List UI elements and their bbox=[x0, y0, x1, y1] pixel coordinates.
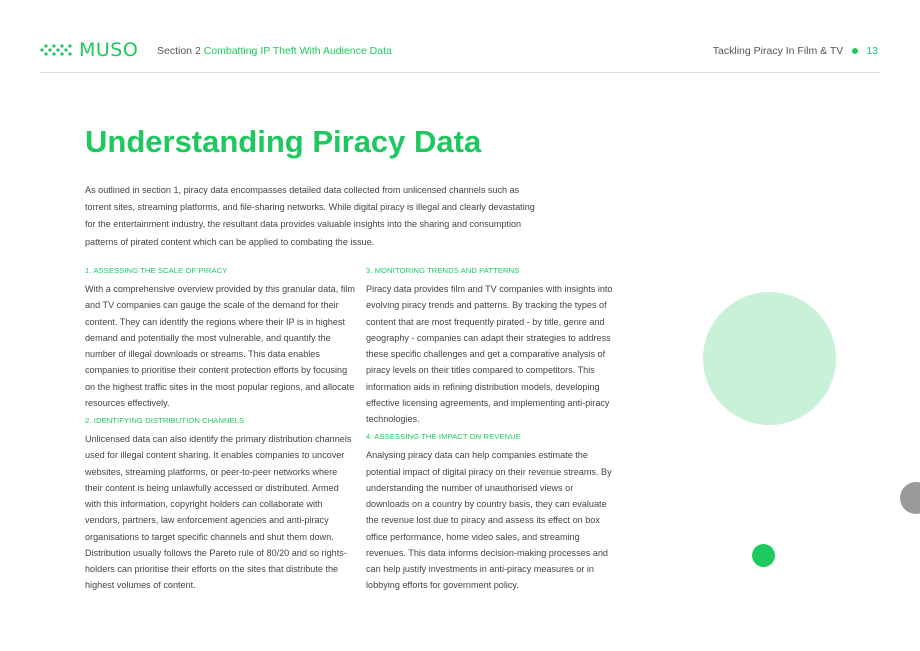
section-heading: 2. IDENTIFYING DISTRIBUTION CHANNELS bbox=[85, 416, 245, 425]
page-number: 13 bbox=[866, 45, 878, 57]
right-column bbox=[366, 266, 616, 594]
section-body: With a comprehensive overview provided by this granular data, film and TV companies can gauge the scale of the demand for their content. They can identify the regions where their IP is in highest demand and potentially the most vulnerable, and quantify the number of illegal downloads or streams. This data enables companies to prioritise their content protection efforts by focusing on the highest traffic sites in the most popular regions, and allocate resources effectively. bbox=[85, 284, 355, 408]
section-body: Piracy data provides film and TV companies with insights into evolving piracy trends and patterns. By tracking the types of content that are most frequently pirated - by title, genre and geography - companies can adapt their strategies to address these specific challenges and get a comparative analysis of piracy levels on their titles compared to competitors. This information aids in refining distribution models, developing effective licensing agreements, and implementing anti-piracy technologies. bbox=[366, 284, 613, 424]
brand-name: MUSO bbox=[79, 39, 139, 61]
section-heading: 4. ASSESSING THE IMPACT ON REVENUE bbox=[366, 432, 521, 442]
page-header bbox=[40, 40, 880, 62]
left-column bbox=[85, 266, 355, 594]
section-label bbox=[157, 45, 392, 57]
report-title: Tackling Piracy In Film & TV bbox=[712, 45, 844, 57]
decorative-circle-large bbox=[703, 292, 836, 425]
muso-logo[interactable] bbox=[40, 40, 138, 60]
report-info bbox=[713, 45, 878, 57]
header-divider bbox=[40, 72, 880, 73]
section-body: Unlicensed data can also identify the primary distribution channels used for illegal content sharing. It enables companies to uncover websites, streaming platforms, or peer-to-peer networks where their content is being unlawfully accessed or distributed. Armed with this information, copyright holders can collaborate with vendors, partners, law enforcement agencies and anti-piracy organisations to target specific channels and shut them down. Distribution usually follows the Pareto rule of 80/20 and so rights-holders can prioritise their efforts on the sites that distribute the highest volumes of content. bbox=[85, 434, 352, 591]
section-body: Analysing piracy data can help companies estimate the potential impact of digital piracy on their revenue streams. By understanding the number of unauthorised views or downloads on a country by country basis, they can evaluate the revenue lost due to piracy and assess its effect on box office performance, home video sales, and streaming revenues. This data informs decision-making processes and can help justify investments in anti-piracy measures or in lobbying efforts for government policy. bbox=[366, 450, 612, 591]
page-title: Understanding Piracy Data bbox=[85, 124, 482, 159]
section-prefix: Section 2 bbox=[157, 45, 201, 57]
section-title: Combatting IP Theft With Audience Data bbox=[203, 45, 392, 57]
intro-paragraph: As outlined in section 1, piracy data encompasses detailed data collected from unlicensed channels such as torrent sites, streaming platforms, and file-sharing networks. While digital piracy is illegal and clearly devastating for the entertainment industry, the resultant data provides valuable insights into the sharing and consumption patterns of pirated content which can be applied to combating the issue. bbox=[85, 185, 535, 247]
logo-dots-icon bbox=[40, 42, 74, 58]
decorative-circle-grey bbox=[900, 482, 920, 514]
decorative-circle-small bbox=[752, 544, 775, 567]
separator-dot-icon bbox=[852, 48, 858, 54]
section-heading: 1. ASSESSING THE SCALE OF PIRACY bbox=[85, 266, 228, 275]
section-heading: 3. MONITORING TRENDS AND PATTERNS bbox=[366, 266, 520, 275]
